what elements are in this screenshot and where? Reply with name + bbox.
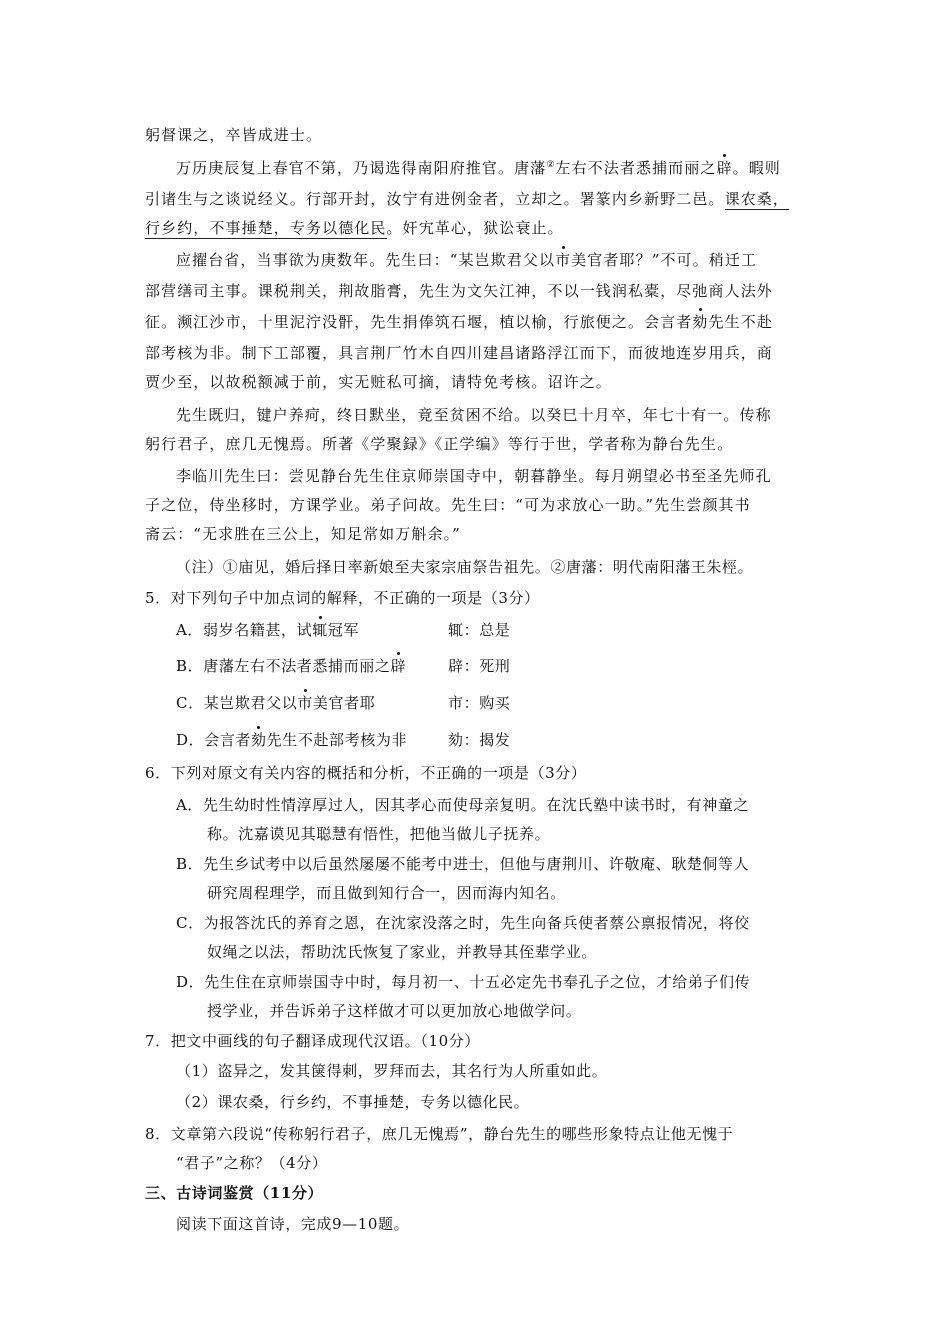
underlined-sentence: 课农桑， [724,190,790,208]
q6-option-b: B．先生乡试考中以后虽然屡屡不能考中进士，但他与唐荆川、许敬庵、耿楚侗等人 [176,855,750,873]
emphasis-dot-char: 市 [297,694,313,712]
passage-line: 部营缮司主事。课税荆关，荆故脂膏，先生为文矢江神，不以一钱润私橐，尽弛商人法外 [145,282,773,300]
q7-sentence-1: （1）盗异之，发其箧得刺，罗拜而去，其名行为人所重如此。 [176,1062,608,1080]
passage-line: 征。濒江沙市，十里泥泞没骭，先生捐俸筑石堰，植以榆，行旅便之。会言者劾先生不赴 [145,313,773,331]
q6-option-c-cont: 奴绳之以法，帮助沈氏恢复了家业，并教导其侄辈学业。 [207,943,598,961]
passage-line: 子之位，侍坐移时，方课学业。弟子问故。先生曰：“可为求放心一助。”先生尝颜其书 [145,496,751,514]
question-5-stem: 5．对下列句子中加点词的解释，不正确的一项是（3分） [145,589,540,607]
footnote-marker: ② [546,160,556,170]
question-6-stem: 6．下列对原文有关内容的概括和分析，不正确的一项是（3分） [145,764,587,782]
q5-option-b: B．唐藩左右不法者悉捕而丽之辟 [176,657,407,675]
passage-line: 贾少至，以故税额减于前，实无赃私可摘，请特免考核。诏许之。 [145,373,612,391]
passage-line: 躬行君子，庶几无愧焉。所著《学聚録》《正学编》等行于世，学者称为静台先生。 [145,435,734,453]
passage-line: 应擢台省，当事欲为庚数年。先生曰：“某岂欺君父以市美官者耶？”不可。稍迁工 [176,251,758,269]
emphasis-dot-char: 辄 [312,621,328,639]
q6-option-d-cont: 授学业，并告诉弟子这样做才可以更加放心地做学问。 [207,1002,582,1020]
passage-line: 李临川先生曰：尝见静台先生住京师崇国寺中，朝暮静坐。每月朔望必书至圣先师孔 [176,467,772,485]
q5-option-c-explanation: 市：购买 [448,694,511,712]
passage-line: 部考核为非。制下工部覆，具言荆厂竹木自四川建昌诸路浮江而下，而彼地连岁用兵，商 [145,344,773,362]
emphasis-dot-char: 劾 [251,731,267,749]
passage-line: 躬督课之，卒皆成进士。 [145,126,323,144]
emphasis-dot-char: 辟 [716,159,733,177]
passage-line: 引诸生与之谈说经义。行部开封，汝宁有进例金者，立却之。署篆内乡新野二邑。课农桑， [145,190,790,208]
q6-option-d: D．先生住在京师崇国寺中时，每月初一、十五必定先书奉孔子之位，才给弟子们传 [176,973,751,991]
emphasis-dot-char: 辟 [390,657,407,675]
q5-option-c: C．某岂欺君父以市美官者耶 [176,694,376,712]
q5-option-d-explanation: 劾：揭发 [448,731,511,749]
q6-option-a: A．先生幼时性情淳厚过人，因其孝心而使母亲复明。在沈氏塾中读书时，有神童之 [176,796,750,814]
section-3-instruction: 阅读下面这首诗，完成9—10题。 [176,1215,410,1233]
section-3-heading: 三、古诗词鉴赏（11分） [145,1184,324,1202]
question-7-stem: 7．把文中画线的句子翻译成现代汉语。（10分） [145,1032,480,1050]
passage-line: 斋云：“无求胜在三公上，知足常如万斛余。” [145,525,461,543]
q6-option-a-cont: 称。沈嘉谟见其聪慧有悟性，把他当做儿子抚养。 [207,825,551,843]
q5-option-b-explanation: 辟：死刑 [448,657,511,675]
passage-line: 先生既归，键户养疴，终日默坐，竟至贫困不给。以癸巳十月卒，年七十有一。传称 [176,406,772,424]
passage-note: （注）①庙见，婚后择日率新娘至夫家宗庙祭告祖先。②唐藩：明代南阳藩王朱桱。 [176,558,754,576]
passage-line: 万历庚辰复上春官不第，乃谒选得南阳府推官。唐藩②左右不法者悉捕而丽之辟。暇则 [176,159,781,177]
q6-option-b-cont: 研究周程理学，而且做到知行合一，因而海内知名。 [207,884,566,902]
q6-option-c: C．为报答沈氏的养育之恩，在沈家没落之时，先生向备兵使者蔡公禀报情况，将佼 [176,914,750,932]
underlined-sentence: 行乡约，不事捶楚，专务以德化民 [145,219,387,237]
q7-sentence-2: （2）课农桑，行乡约，不事捶楚，专务以德化民。 [176,1093,530,1111]
emphasis-dot-char: 市 [555,251,572,269]
emphasis-dot-char: 劾 [692,313,709,331]
passage-line: 行乡约，不事捶楚，专务以德化民。奸宄革心，狱讼衰止。 [145,219,564,237]
question-8-stem: 8．文章第六段说“传称躬行君子，庶几无愧焉”，静台先生的哪些形象特点让他无愧于 [145,1125,734,1143]
question-8-stem-cont: “君子”之称？（4分） [176,1154,328,1172]
q5-option-d: D．会言者劾先生不赴部考核为非 [176,731,408,749]
q5-option-a-explanation: 辄：总是 [448,621,511,639]
q5-option-a: A．弱岁名籍甚，试辄冠军 [176,621,360,639]
